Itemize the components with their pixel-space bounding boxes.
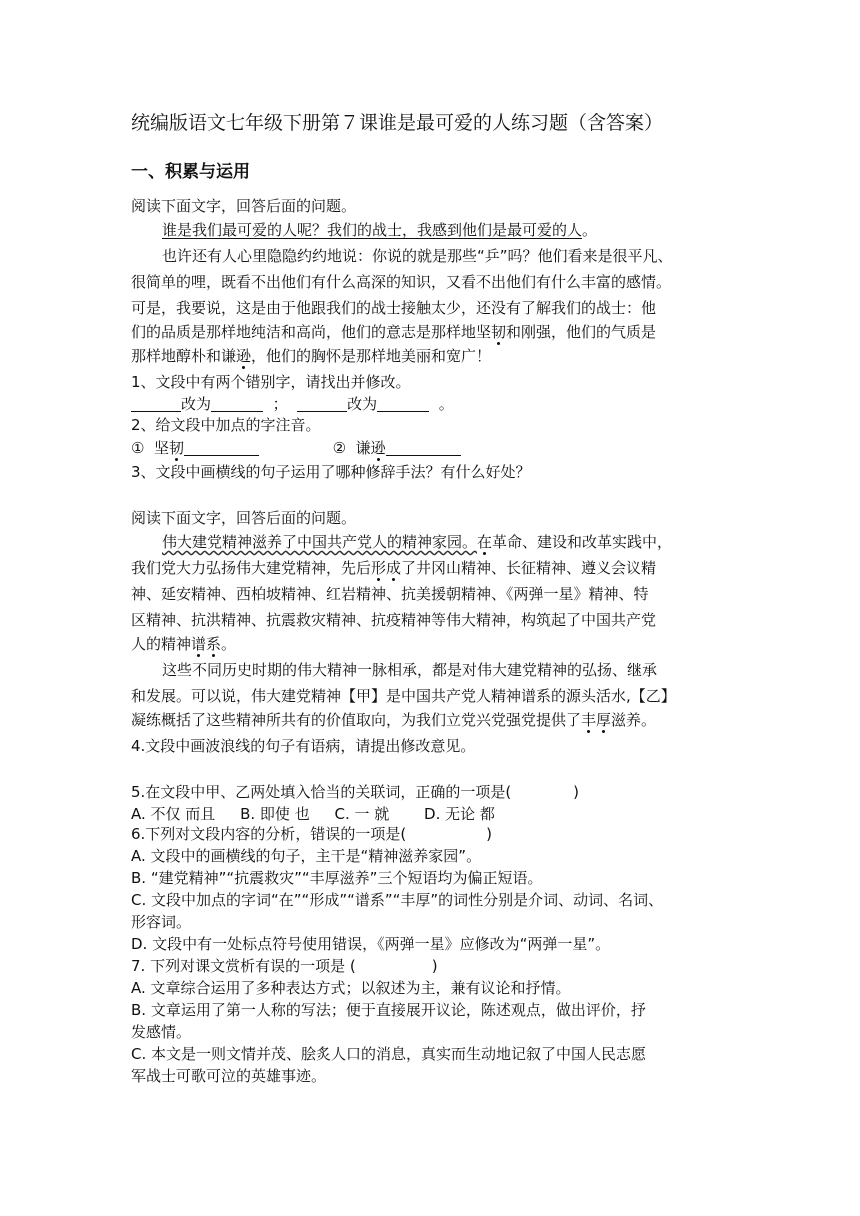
label: 。: [438, 395, 454, 413]
answer-blank[interactable]: [184, 439, 259, 456]
passage2-line: 区精神、抗洪精神、抗震救灾精神、抗疫精神等伟大精神，构筑起了中国共产党: [131, 611, 657, 629]
option-b[interactable]: B. 即使 也: [240, 805, 310, 823]
passage1-text: 和刚强，他们的气质是: [506, 323, 657, 341]
passage1-line: 可是，我要说，这是由于他跟我们的战士接触太少，还没有了解我们的战士：他: [131, 299, 657, 317]
label: 谦: [355, 439, 371, 457]
passage2-line: [131, 708, 656, 732]
dotted-char: 逊: [370, 439, 386, 457]
passage1-line: 很简单的哩，既看不出他们有什么高深的知识，又看不出他们有什么丰富的感情。: [131, 273, 672, 291]
reading-instruction-2: 阅读下面文字，回答后面的问题。: [131, 509, 357, 527]
dotted-char: 逊: [236, 347, 252, 365]
question-text: 5.在文段中甲、乙两处填入恰当的关联词，正确的一项是(: [131, 783, 512, 801]
passage2-text: 。: [221, 635, 237, 653]
underlined-text: 谁是我们最可爱的人呢？我们的战士，我感到他们是最可爱的人: [162, 221, 583, 239]
page-title: 统编版语文七年级下册第７课谁是最可爱的人练习题（含答案）: [131, 112, 664, 134]
passage1-line: [131, 320, 656, 344]
option-d[interactable]: D. 无论 都: [424, 805, 495, 823]
passage2-text: 滋养。: [611, 711, 657, 729]
question-6: [131, 822, 492, 846]
passage2-text: 凝练概括了这些精神所共有的价值取向，为我们立党兴党强党提供了: [131, 711, 582, 729]
label: 坚: [154, 439, 170, 457]
dotted-char: 谱: [191, 635, 207, 653]
option-a[interactable]: A. 文段中的画横线的句子，主干是“精神滋养家园”。: [131, 847, 482, 865]
dotted-char: 形: [371, 559, 387, 577]
passage2-text: 人的精神: [131, 635, 192, 653]
question-text: 7. 下列对课文赏析有误的一项是 (: [131, 957, 356, 975]
question-2: 2、给文段中加点的字注音。: [131, 416, 321, 434]
question-1: 1、文段中有两个错别字，请找出并修改。: [131, 373, 411, 391]
underlined-end: 。: [582, 221, 598, 239]
option-b[interactable]: B. “建党精神”“抗震救灾”“丰厚滋养”三个短语均为偏正短语。: [131, 869, 543, 887]
option-d[interactable]: D. 文段中有一处标点符号使用错误，《两弹一星》应修改为“两弹一星”。: [131, 935, 611, 953]
option-a[interactable]: A. 文章综合运用了多种表达方式；以叙述为主，兼有议论和抒情。: [131, 979, 571, 997]
answer-blank[interactable]: [131, 395, 181, 412]
passage1-text: 那样地醇朴和谦: [131, 347, 237, 365]
label: 改为: [347, 395, 378, 413]
option-a[interactable]: A. 不仅 而且: [131, 805, 216, 823]
passage2-text: 革命、建设和改革实践中，: [492, 533, 673, 551]
option-c[interactable]: C. 本文是一则文情并茂、脍炙人口的消息，真实而生动地记叙了中国人民志愿: [131, 1045, 647, 1063]
underlined-sentence: [131, 218, 597, 242]
option-c[interactable]: C. 一 就: [334, 805, 390, 823]
paren: ): [431, 957, 438, 975]
dotted-char: 在: [477, 533, 493, 551]
wavy-sentence: 伟大建党精神滋养了中国共产党人的精神家园。: [162, 533, 478, 551]
label: ；: [272, 395, 288, 413]
passage2-line: 和发展。可以说，伟大建党精神【甲】是中国共产党人精神谱系的源头活水,【乙】: [131, 687, 676, 705]
option-c-cont[interactable]: 形容词。: [131, 913, 192, 931]
answer-blank[interactable]: [377, 395, 429, 412]
answer-blank[interactable]: [297, 395, 347, 412]
dotted-char: 系: [206, 635, 222, 653]
passage2-text: 我们党大力弘扬伟大建党精神，先后: [131, 559, 372, 577]
question-4: 4.文段中画波浪线的句子有语病，请提出修改意见。: [131, 737, 476, 755]
passage2-line: [131, 556, 656, 580]
dotted-char: 成: [386, 559, 402, 577]
option-c-cont[interactable]: 军战士可歌可泣的英雄事迹。: [131, 1067, 327, 1085]
item-number: ②: [332, 439, 347, 457]
passage2-line: 这些不同历史时期的伟大精神一脉相承，都是对伟大建党精神的弘扬、继承: [162, 661, 658, 679]
passage2-line: [131, 530, 672, 554]
passage1-line: 也许还有人心里隐隐约约地说：你说的就是那些“乒”吗？他们看来是很平凡、: [162, 247, 673, 265]
reading-instruction-1: 阅读下面文字，回答后面的问题。: [131, 197, 357, 215]
answer-blank[interactable]: [211, 395, 263, 412]
question-2-items: [131, 436, 461, 460]
paren: ): [486, 825, 493, 843]
item-number: ①: [131, 439, 145, 457]
dotted-char: 韧: [169, 439, 185, 457]
dotted-char: 韧: [491, 323, 507, 341]
passage1-line: [131, 344, 491, 368]
section-heading: 一、积累与运用: [131, 162, 250, 182]
passage1-text: 们的品质是那样地纯洁和高尚，他们的意志是那样地坚: [131, 323, 492, 341]
label: 改为: [181, 395, 212, 413]
dotted-char: 丰: [581, 711, 597, 729]
question-5: [131, 780, 579, 804]
answer-blank[interactable]: [386, 439, 461, 456]
passage1-text: ，他们的胸怀是那样地美丽和宽广！: [251, 347, 492, 365]
question-3: 3、文段中画横线的句子运用了哪种修辞手法？有什么好处？: [131, 463, 531, 481]
passage2-line: 神、延安精神、西柏坡精神、红岩精神、抗美援朝精神、《两弹一星》精神、特: [131, 585, 649, 603]
passage2-line: [131, 632, 236, 656]
question-text: 6.下列对文段内容的分析，错误的一项是(: [131, 825, 407, 843]
passage2-text: 了井冈山精神、长征精神、遵义会议精: [401, 559, 657, 577]
option-b-cont[interactable]: 发感情。: [131, 1023, 192, 1041]
option-c[interactable]: C. 文段中加点的字词“在”“形成”“谱系”“丰厚”的词性分别是介词、动词、名词、: [131, 891, 664, 909]
question-7: [131, 954, 438, 978]
paren: ): [573, 783, 580, 801]
option-b[interactable]: B. 文章运用了第一人称的写法；便于直接展开议论，陈述观点，做出评价，抒: [131, 1001, 646, 1019]
dotted-char: 厚: [596, 711, 612, 729]
